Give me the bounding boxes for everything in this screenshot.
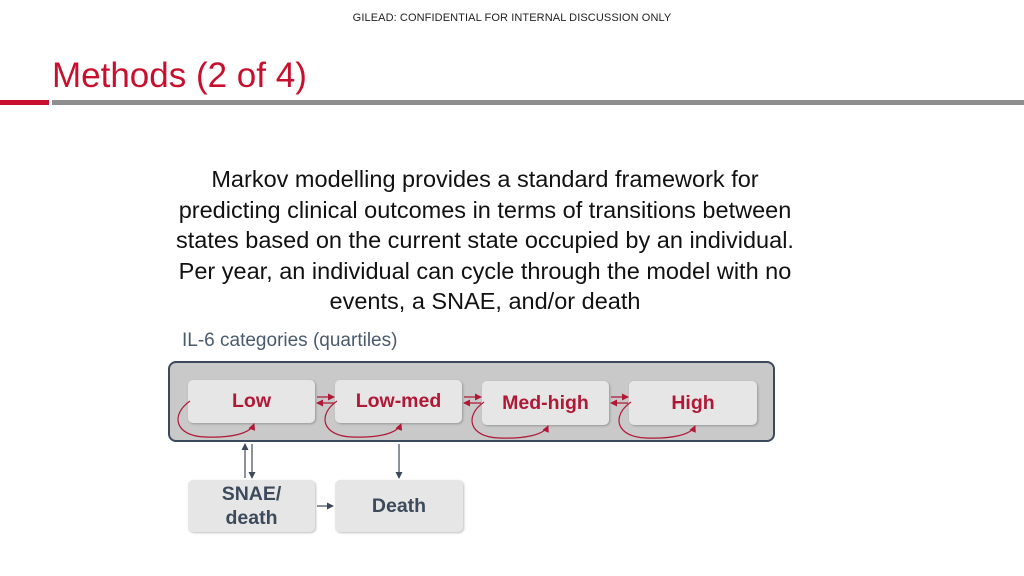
state-low-med: Low-med bbox=[335, 380, 462, 423]
slide-title: Methods (2 of 4) bbox=[52, 56, 307, 95]
body-line: Markov modelling provides a standard framework for bbox=[211, 166, 759, 192]
state-transition-arrows bbox=[317, 397, 628, 403]
outcome-arrows bbox=[245, 444, 399, 506]
outcome-snae-line2: death bbox=[225, 507, 278, 529]
outcome-snae-line1: SNAE/ bbox=[221, 483, 282, 505]
body-line: events, a SNAE, and/or death bbox=[329, 288, 641, 314]
body-line: states based on the current state occupied by an individual. bbox=[176, 227, 794, 253]
body-line: predicting clinical outcomes in terms of transitions between bbox=[178, 196, 792, 223]
group-label: IL-6 categories (quartiles) bbox=[182, 330, 398, 351]
state-high: High bbox=[629, 381, 757, 425]
confidentiality-banner: GILEAD: CONFIDENTIAL FOR INTERNAL DISCUSSION ONLY bbox=[352, 12, 672, 24]
self-loop-arrows bbox=[178, 401, 695, 438]
state-low: Low bbox=[188, 380, 315, 423]
outcome-death: Death bbox=[335, 480, 463, 532]
body-line: Per year, an individual can cycle through the model with no bbox=[178, 257, 792, 284]
state-med-high: Med-high bbox=[482, 381, 609, 425]
